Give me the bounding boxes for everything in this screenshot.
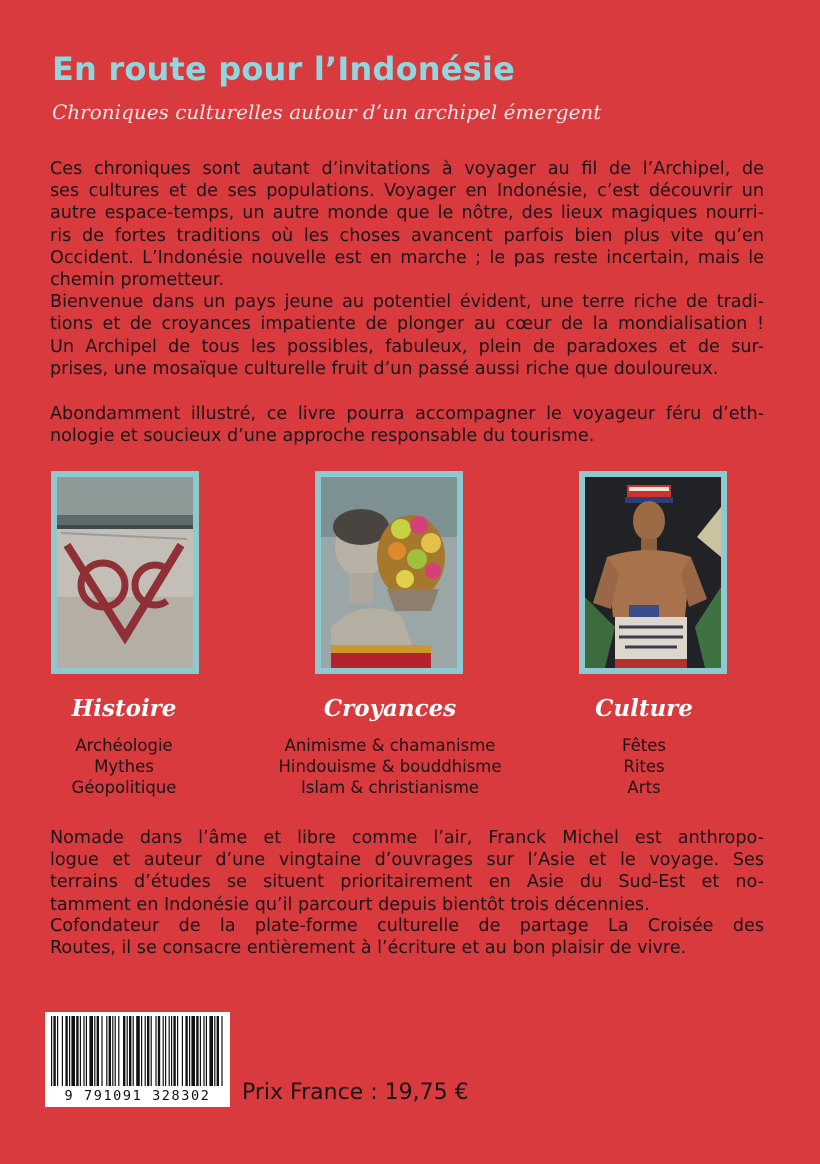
column-heading: Culture — [595, 695, 693, 722]
founder-paragraph — [50, 915, 764, 959]
text-line: Abondamment illustré, ce livre pourra accompagner le voyageur féru d’eth- — [50, 404, 764, 424]
text-line: ris de fortes traditions où les choses avancent parfois bien plus vite qu’en — [50, 225, 764, 246]
price-label: Prix France : 19,75 € — [242, 1080, 469, 1105]
barcode-digits: 9 791091 328302 — [64, 1088, 211, 1104]
book-title: En route pour l’Indonésie — [52, 50, 515, 88]
column-histoire — [0, 695, 254, 798]
column-croyances — [260, 695, 520, 798]
text-line: prises, une mosaïque culturelle fruit d’un passé aussi riche que douloureux. — [50, 358, 719, 379]
tribal-elder-image — [585, 477, 721, 668]
illustrated-paragraph — [50, 403, 764, 447]
column-item: Fêtes — [622, 736, 666, 755]
text-line: Occident. L’Indonésie nouvelle est en marche ; le pas reste incertain, mais le — [50, 247, 764, 268]
column-item: Islam & christianisme — [300, 778, 480, 797]
text-line: nologie et soucieux d’une approche responsable du tourisme. — [50, 426, 595, 447]
column-item: Rites — [623, 757, 665, 776]
text-line: Nomade dans l’âme et libre comme l’air, Franck Michel est anthropo- — [50, 828, 764, 848]
column-heading: Croyances — [323, 695, 457, 722]
text-line: tions et de croyances impatiente de plonger au cœur de la mondialisation ! — [50, 314, 764, 335]
column-item: Animisme & chamanisme — [284, 736, 496, 755]
voc-emblem-image — [57, 477, 193, 668]
book-subtitle: Chroniques culturelles autour d’un archipel émergent — [52, 100, 602, 124]
text-line: Cofondateur de la plate-forme culturelle de partage La Croisée des — [50, 916, 764, 936]
barcode-bars — [51, 1016, 224, 1086]
text-line: Routes, il se consacre entièrement à l’écriture et au bon plaisir de vivre. — [50, 938, 687, 959]
photo-statue-offering — [315, 471, 463, 674]
statue-offering-image — [321, 477, 457, 668]
column-item: Mythes — [94, 757, 154, 776]
text-line: logue et auteur d’une vingtaine d’ouvrages sur l’Asie et le voyage. Ses — [50, 850, 764, 871]
column-culture — [514, 695, 774, 798]
text-line: Un Archipel de tous les possibles, fabuleux, plein de paradoxes et de sur- — [50, 336, 764, 357]
intro-paragraph — [50, 158, 764, 380]
text-line: terrains d’études se situent prioritairement en Asie du Sud-Est et no- — [50, 872, 764, 893]
text-line: autre espace-temps, un autre monde que le nôtre, des lieux magiques nourri- — [50, 203, 764, 224]
text-line: Bienvenue dans un pays jeune au potentiel évident, une terre riche de tradi- — [50, 292, 764, 313]
photo-tribal-elder — [579, 471, 727, 674]
column-item: Géopolitique — [71, 778, 177, 797]
column-item: Archéologie — [75, 736, 173, 755]
isbn-barcode — [45, 1012, 230, 1107]
author-paragraph — [50, 827, 764, 916]
text-line: tamment en Indonésie qu’il parcourt depuis bientôt trois décennies. — [50, 894, 650, 915]
column-heading: Histoire — [71, 695, 177, 722]
text-line: chemin prometteur. — [50, 270, 225, 291]
text-line: ses cultures et de ses populations. Voyager en Indonésie, c’est découvrir un — [50, 181, 764, 202]
text-line: Ces chroniques sont autant d’invitations à voyager au fil de l’Archipel, de — [50, 159, 764, 179]
column-item: Hindouisme & bouddhisme — [278, 757, 502, 776]
column-item: Arts — [627, 778, 661, 797]
photo-voc-emblem — [51, 471, 199, 674]
